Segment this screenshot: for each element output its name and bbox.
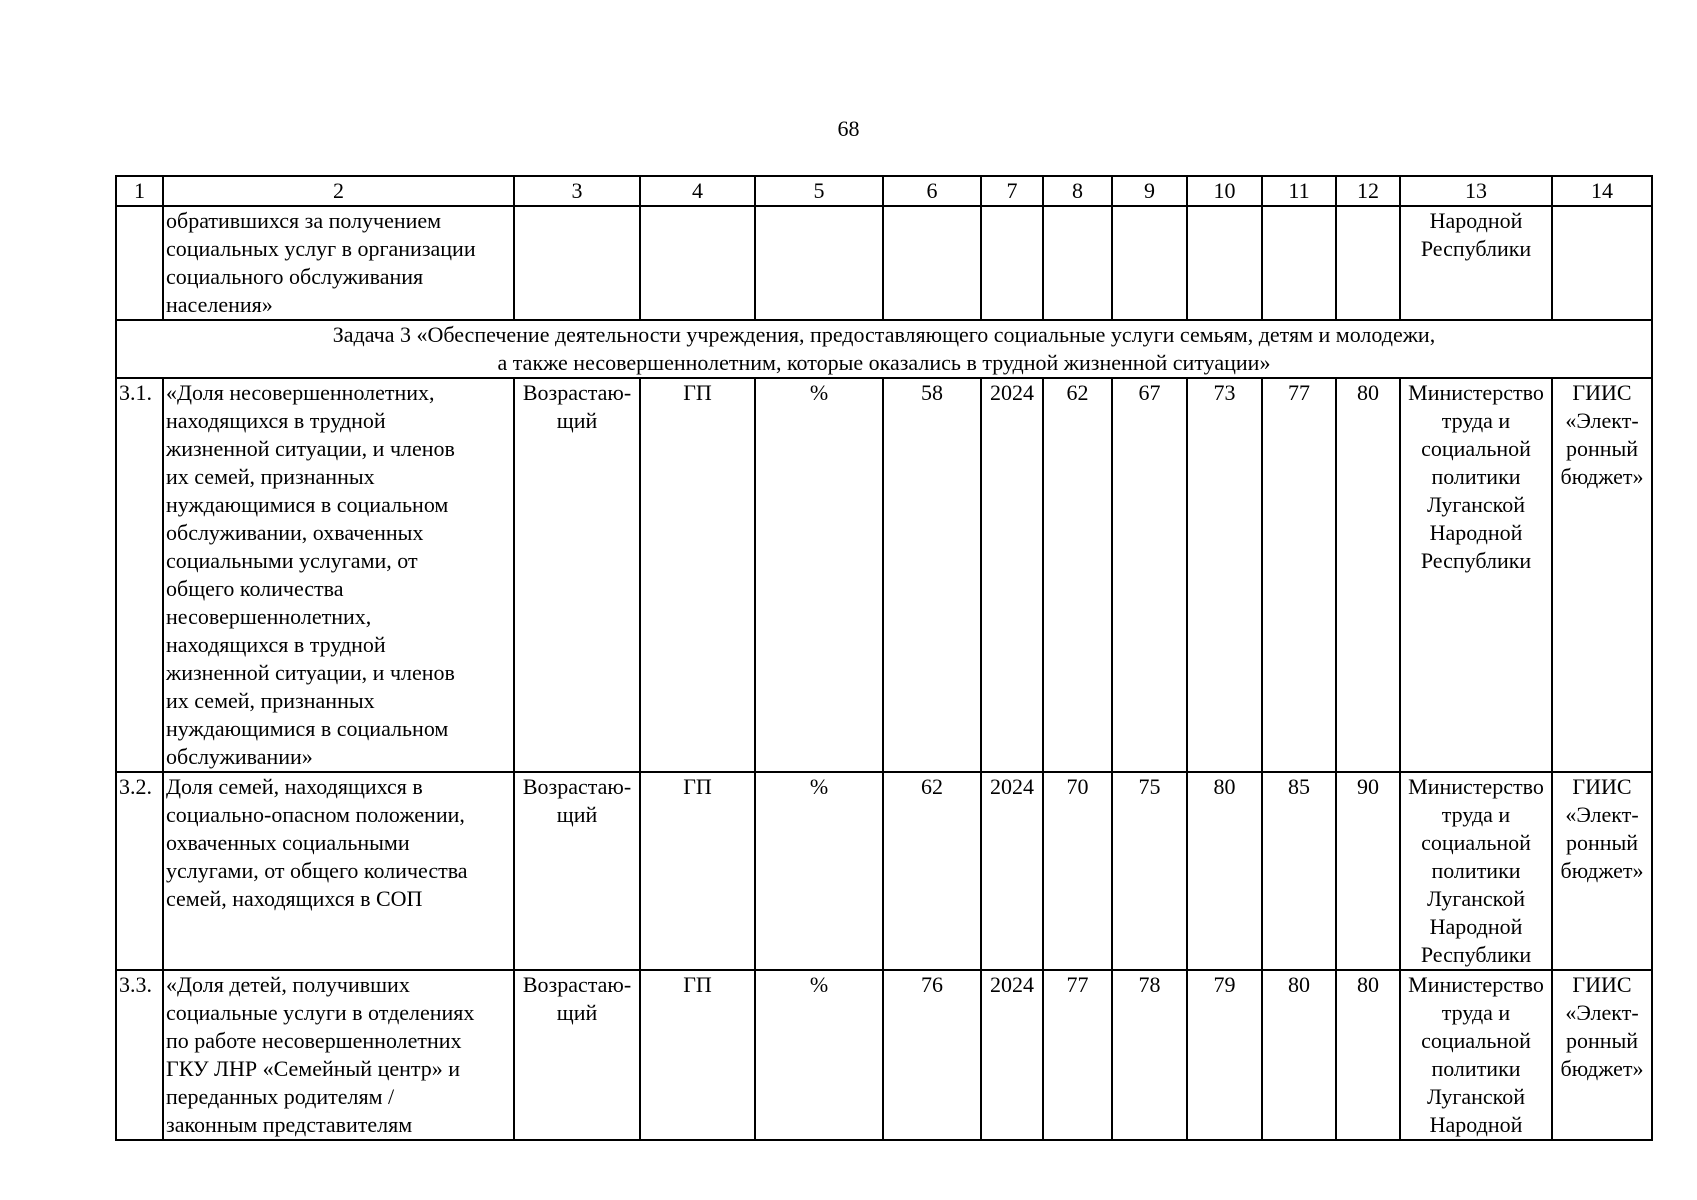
task-heading: Задача 3 «Обеспечение деятельности учреждения, предоставляющего социальные услуги семьям, детям и молодежи, а также несовершеннолетним, которые оказались в трудной жизненной ситуации» bbox=[116, 320, 1652, 378]
header-cell: 8 bbox=[1043, 176, 1112, 206]
header-cell: 13 bbox=[1400, 176, 1552, 206]
task-row bbox=[116, 320, 1652, 378]
responsible-cell: Народной Республики bbox=[1400, 206, 1552, 320]
level-cell: ГП bbox=[640, 970, 755, 1140]
row-number: 3.2. bbox=[116, 772, 163, 970]
value-cell: 80 bbox=[1336, 970, 1400, 1140]
trend-cell: Возрастаю- щий bbox=[514, 772, 640, 970]
value-cell: 79 bbox=[1187, 970, 1262, 1140]
header-cell: 2 bbox=[163, 176, 514, 206]
header-cell: 11 bbox=[1262, 176, 1336, 206]
info-system-cell: ГИИС «Элект- ронный бюджет» bbox=[1552, 970, 1652, 1140]
level-cell: ГП bbox=[640, 772, 755, 970]
value-cell: 67 bbox=[1112, 378, 1187, 772]
header-cell: 5 bbox=[755, 176, 883, 206]
header-cell: 3 bbox=[514, 176, 640, 206]
table-row bbox=[116, 378, 1652, 772]
base-value-cell: 58 bbox=[883, 378, 981, 772]
page-number: 68 bbox=[837, 116, 860, 141]
header-cell: 1 bbox=[116, 176, 163, 206]
unit-cell: % bbox=[755, 378, 883, 772]
indicator-name-cell: «Доля несовершеннолетних, находящихся в трудной жизненной ситуации, и членов их семей, признанных нуждающимися в социальном обслуживании, охваченных социальными услугами, от общего количества несовершеннолетних, находящихся в трудной жизненной ситуации, и членов их семей, признанных нуждающимися в социальном обслуживании» bbox=[163, 378, 514, 772]
header-cell: 6 bbox=[883, 176, 981, 206]
indicators-table bbox=[115, 175, 1653, 1141]
level-cell: ГП bbox=[640, 378, 755, 772]
value-cell: 80 bbox=[1187, 772, 1262, 970]
value-cell: 77 bbox=[1262, 378, 1336, 772]
value-cell: 62 bbox=[1043, 378, 1112, 772]
base-value-cell: 76 bbox=[883, 970, 981, 1140]
header-cell: 12 bbox=[1336, 176, 1400, 206]
base-value-cell: 62 bbox=[883, 772, 981, 970]
info-system-cell: ГИИС «Элект- ронный бюджет» bbox=[1552, 378, 1652, 772]
table-row bbox=[116, 772, 1652, 970]
value-cell: 90 bbox=[1336, 772, 1400, 970]
base-year-cell: 2024 bbox=[981, 772, 1043, 970]
row-number: 3.1. bbox=[116, 378, 163, 772]
value-cell: 75 bbox=[1112, 772, 1187, 970]
value-cell: 73 bbox=[1187, 378, 1262, 772]
responsible-cell: Министерство труда и социальной политики Луганской Народной Республики bbox=[1400, 378, 1552, 772]
unit-cell: % bbox=[755, 970, 883, 1140]
base-year-cell: 2024 bbox=[981, 378, 1043, 772]
indicator-name-cell: «Доля детей, получивших социальные услуги в отделениях по работе несовершеннолетних ГКУ ЛНР «Семейный центр» и переданных родителям / законным представителям bbox=[163, 970, 514, 1140]
responsible-cell: Министерство труда и социальной политики Луганской Народной bbox=[1400, 970, 1552, 1140]
table-row bbox=[116, 970, 1652, 1140]
value-cell: 80 bbox=[1336, 378, 1400, 772]
trend-cell: Возрастаю- щий bbox=[514, 970, 640, 1140]
indicator-name-cell: обратившихся за получением социальных услуг в организации социального обслуживания населения» bbox=[163, 206, 514, 320]
header-cell: 4 bbox=[640, 176, 755, 206]
value-cell: 85 bbox=[1262, 772, 1336, 970]
responsible-cell: Министерство труда и социальной политики Луганской Народной Республики bbox=[1400, 772, 1552, 970]
trend-cell: Возрастаю- щий bbox=[514, 378, 640, 772]
header-row bbox=[116, 176, 1652, 206]
info-system-cell: ГИИС «Элект- ронный бюджет» bbox=[1552, 772, 1652, 970]
base-year-cell: 2024 bbox=[981, 970, 1043, 1140]
header-cell: 10 bbox=[1187, 176, 1262, 206]
value-cell: 77 bbox=[1043, 970, 1112, 1140]
header-cell: 7 bbox=[981, 176, 1043, 206]
row-number: 3.3. bbox=[116, 970, 163, 1140]
indicator-name-cell: Доля семей, находящихся в социально-опасном положении, охваченных социальными услугами, от общего количества семей, находящихся в СОП bbox=[163, 772, 514, 970]
continuation-row bbox=[116, 206, 1652, 320]
unit-cell: % bbox=[755, 772, 883, 970]
header-cell: 14 bbox=[1552, 176, 1652, 206]
value-cell: 70 bbox=[1043, 772, 1112, 970]
header-cell: 9 bbox=[1112, 176, 1187, 206]
value-cell: 78 bbox=[1112, 970, 1187, 1140]
value-cell: 80 bbox=[1262, 970, 1336, 1140]
